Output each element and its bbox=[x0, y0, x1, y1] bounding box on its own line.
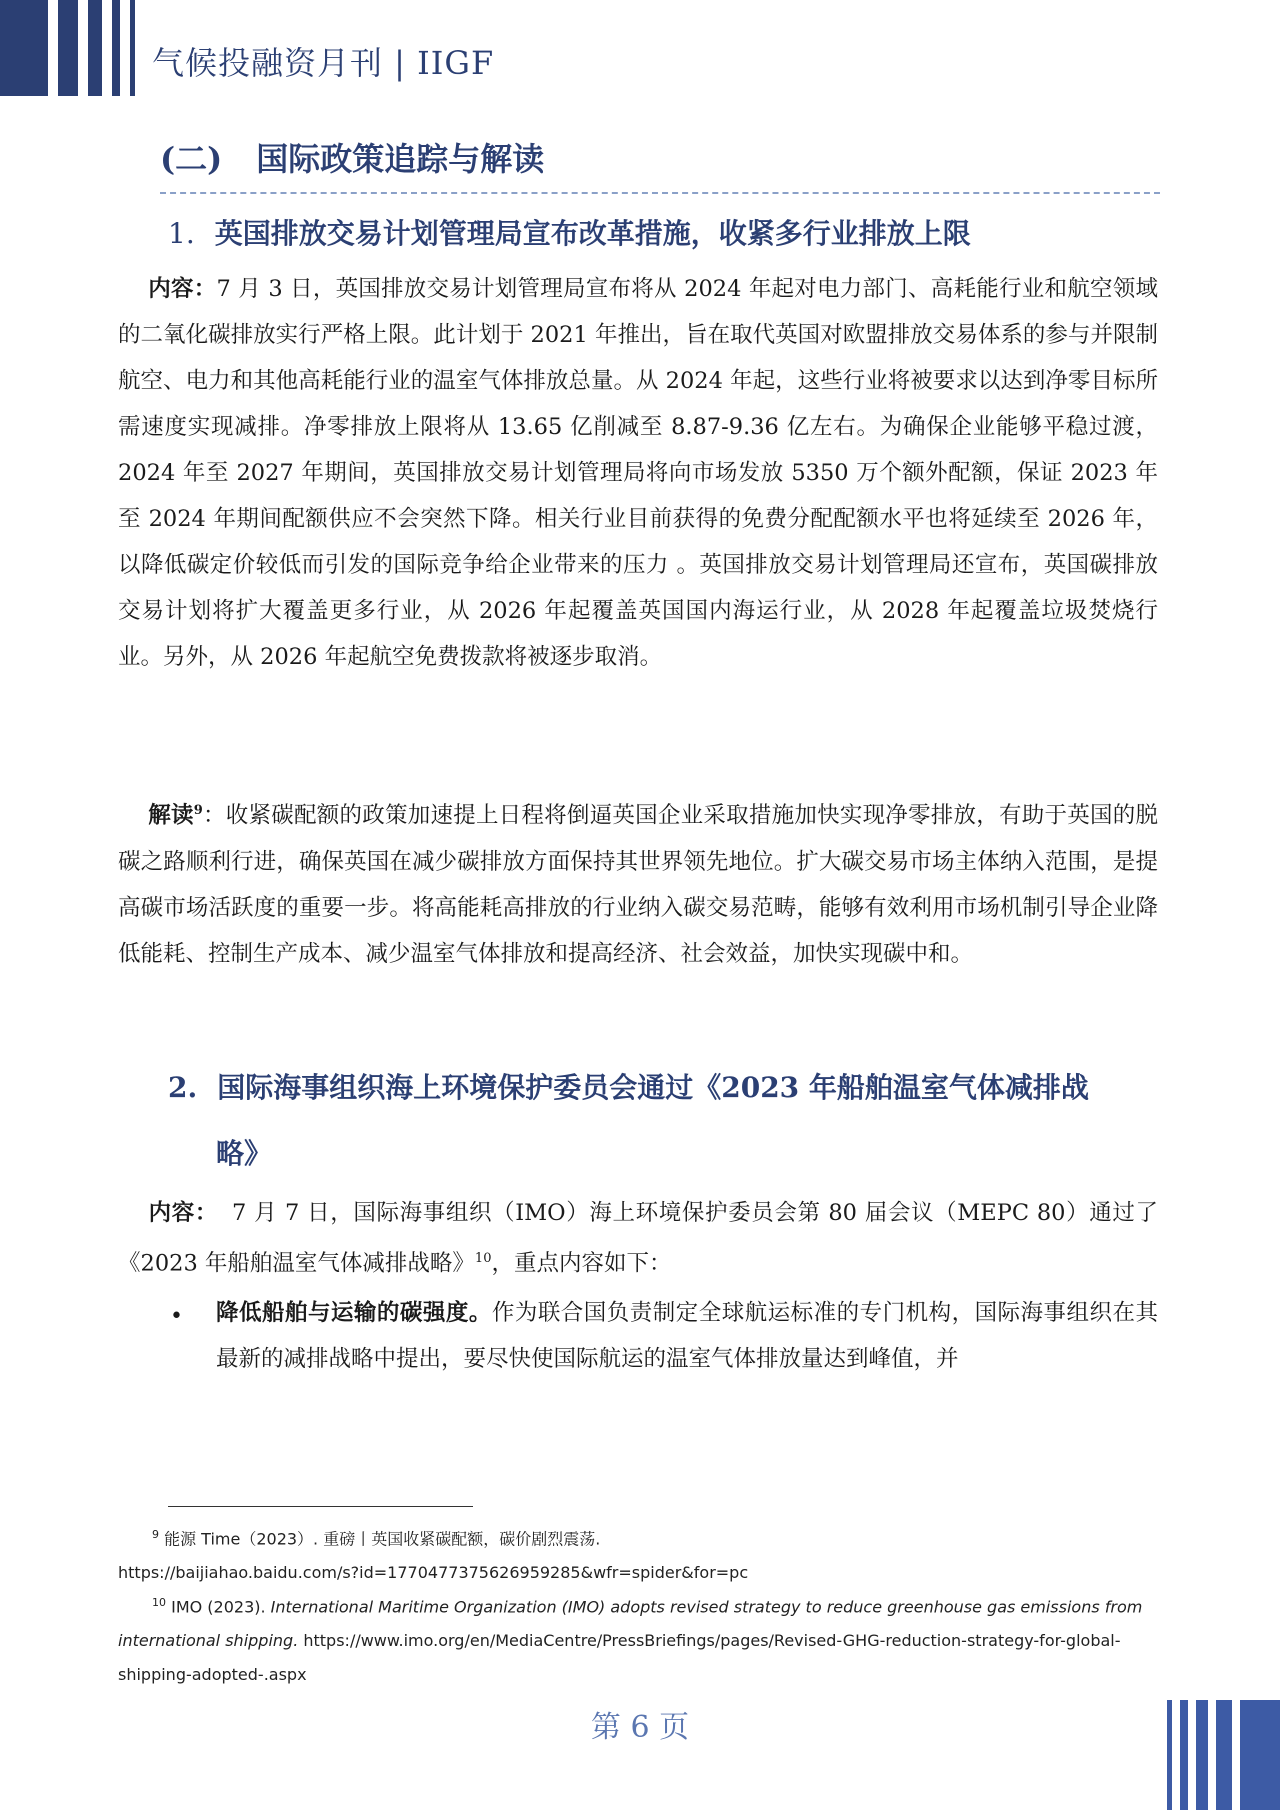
page-number: 第 6 页 bbox=[590, 1710, 690, 1745]
section-title: 国际政策追踪与解读 bbox=[256, 140, 545, 178]
item2-heading bbox=[168, 1066, 1089, 1106]
interpretation-label: 解读 bbox=[148, 802, 194, 829]
footer-bar bbox=[1196, 1700, 1208, 1810]
footnote-9 bbox=[118, 1518, 1158, 1590]
item2-number: 2. bbox=[168, 1071, 198, 1104]
content-label: 内容： bbox=[148, 1200, 218, 1226]
bullet-text: 作为联合国负责制定全球航运标准的专门机构，国际海事组织在其最新的减排战略中提出，要尽快使国际航运的温室气体排放量达到峰值，并 bbox=[216, 1300, 1158, 1372]
item2-title-line2: 略》 bbox=[216, 1137, 273, 1170]
item1-number: 1. bbox=[168, 217, 195, 250]
item2-bullet-paragraph bbox=[216, 1290, 1158, 1382]
bullet-label: 降低船舶与运输的碳强度。 bbox=[216, 1300, 492, 1326]
footnote-10-prefix: IMO (2023). bbox=[171, 1597, 271, 1617]
header-decor-bars bbox=[0, 0, 135, 96]
item2-content-text-b: ，重点内容如下： bbox=[491, 1250, 672, 1277]
item1-content-paragraph bbox=[118, 266, 1158, 680]
bullet-marker: • bbox=[170, 1304, 183, 1329]
interpretation-colon: ： bbox=[202, 802, 226, 829]
footer-decor-bars bbox=[1167, 1700, 1280, 1810]
item2-content-text-a: 7 月 7 日，国际海事组织（IMO）海上环境保护委员会第 80 届会议（MEPC 80）通过了《2023 年船舶温室气体减排战略》 bbox=[118, 1200, 1158, 1277]
item1-interpretation-paragraph bbox=[118, 788, 1158, 977]
header-bar bbox=[58, 0, 78, 96]
header-bar bbox=[88, 0, 102, 96]
footnote-9-text: 能源 Time（2023）. 重磅丨英国收紧碳配额，碳价剧烈震荡. bbox=[164, 1529, 601, 1549]
footnote-10-url[interactable]: https://www.imo.org/en/MediaCentre/PressBriefings/pages/Revised-GHG-reduction-strategy-for-global-shipping-adopted-.aspx bbox=[118, 1631, 1121, 1685]
footnote-10-title: International Maritime Organization (IMO) adopts revised strategy to reduce greenhouse gas emissions from international shipping. bbox=[118, 1597, 1143, 1651]
item1-title: 英国排放交易计划管理局宣布改革措施，收紧多行业排放上限 bbox=[214, 217, 971, 250]
footnote-10 bbox=[118, 1586, 1158, 1692]
header-title: 气候投融资月刊 | IIGF bbox=[152, 44, 495, 82]
footer-bar bbox=[1240, 1700, 1280, 1810]
item1-heading bbox=[168, 212, 971, 252]
item2-title-line1: 国际海事组织海上环境保护委员会通过《2023 年船舶温室气体减排战 bbox=[217, 1071, 1089, 1104]
section-heading bbox=[160, 134, 544, 180]
section-number: (二) bbox=[160, 140, 223, 178]
footnote-rule bbox=[168, 1506, 473, 1507]
footnote-ref-10[interactable]: 10 bbox=[474, 1251, 492, 1266]
item2-content-paragraph bbox=[118, 1190, 1158, 1287]
header-bar bbox=[112, 0, 120, 96]
item1-interpretation-text: 收紧碳配额的政策加速提上日程将倒逼英国企业采取措施加快实现净零排放，有助于英国的脱碳之路顺利行进，确保英国在减少碳排放方面保持其世界领先地位。扩大碳交易市场主体纳入范围，是提高碳市场活跃度的重要一步。将高能耗高排放的行业纳入碳交易范畴，能够有效利用市场机制引导企业降低能耗、控制生产成本、减少温室气体排放和提高经济、社会效益，加快实现碳中和。 bbox=[118, 802, 1158, 967]
footnote-10-number: 10 bbox=[152, 1596, 166, 1609]
footnote-9-number: 9 bbox=[152, 1528, 159, 1541]
footer-bar bbox=[1180, 1700, 1188, 1810]
header-bar bbox=[130, 0, 135, 96]
footer-bar bbox=[1167, 1700, 1172, 1810]
footer-bar bbox=[1216, 1700, 1232, 1810]
section-divider bbox=[160, 192, 1160, 194]
footnote-ref-9[interactable]: 9 bbox=[193, 803, 203, 818]
footnote-9-url[interactable]: https://baijiahao.baidu.com/s?id=1770477375626959285&wfr=spider&for=pc bbox=[118, 1563, 749, 1583]
header-bar bbox=[0, 0, 48, 96]
item1-content-text: 7 月 3 日，英国排放交易计划管理局宣布将从 2024 年起对电力部门、高耗能行业和航空领域的二氧化碳排放实行严格上限。此计划于 2021 年推出，旨在取代英国对欧盟排放交易体系的参与并限制航空、电力和其他高耗能行业的温室气体排放总量。从 2024 年起，这些行业将被要求以达到净零目标所需速度实现减排。净零排放上限将从 13.65 亿削减至 8.87-9.36 亿左右。为确保企业能够平稳过渡，2024 年至 2027 年期间，英国排放交易计划管理局将向市场发放 5350 万个额外配额，保证 2023 年至 2024 年期间配额供应不会突然下降。相关行业目前获得的免费分配配额水平也将延续至 2026 年，以降低碳定价较低而引发的国际竞争给企业带来的压力 。英国排放交易计划管理局还宣布，英国碳排放交易计划将扩大覆盖更多行业，从 2026 年起覆盖英国国内海运行业，从 2028 年起覆盖垃圾焚烧行业。另外，从 2026 年起航空免费拨款将被逐步取消。 bbox=[118, 276, 1158, 670]
content-label: 内容： bbox=[148, 276, 217, 302]
